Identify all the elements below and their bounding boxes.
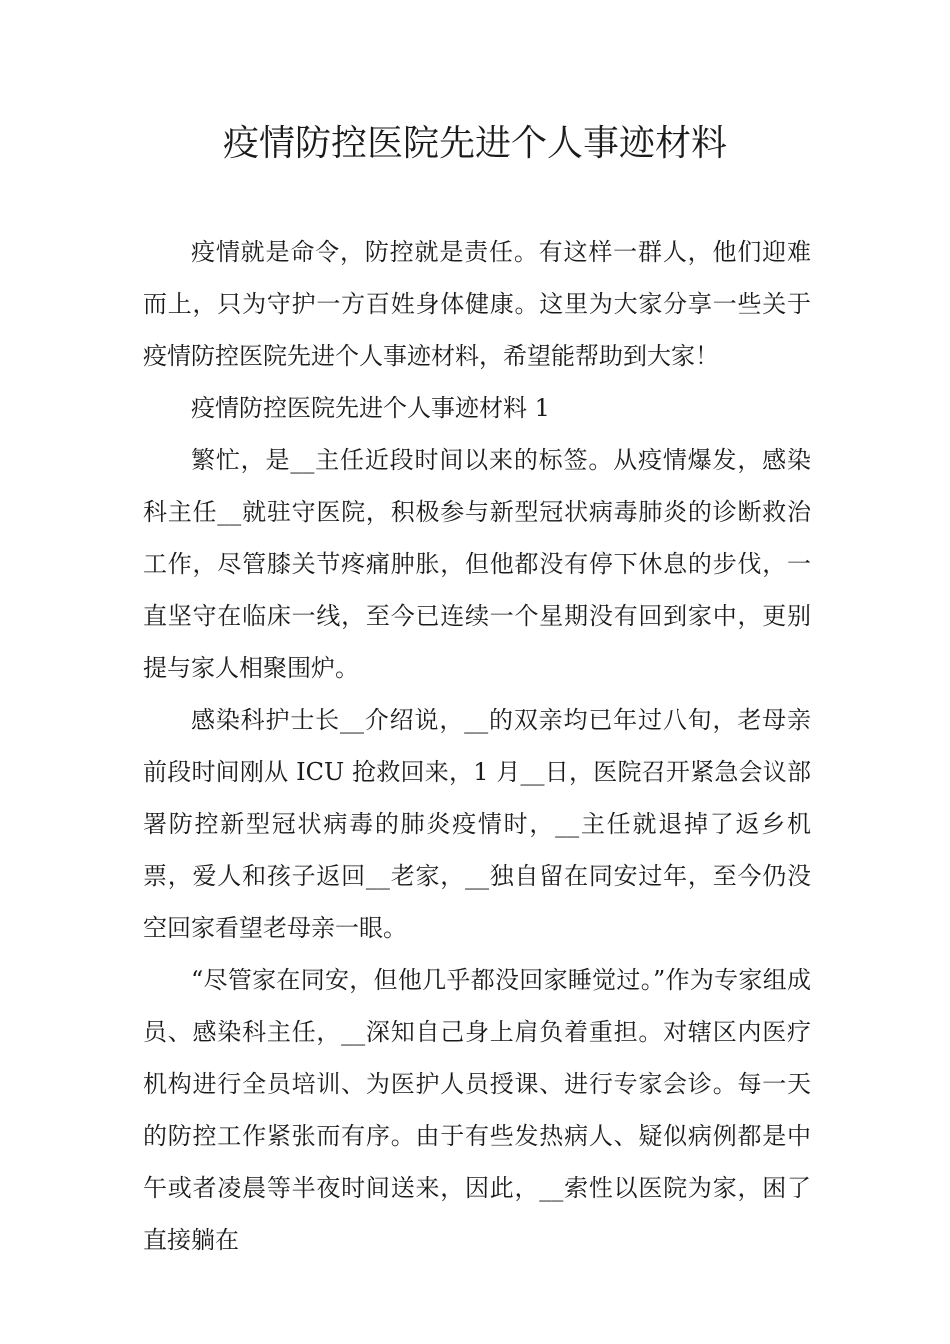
body-paragraph: “尽管家在同安，但他几乎都没回家睡觉过。”作为专家组成员、感染科主任，__深知自己身上肩负着重担。对辖区内医疗机构进行全员培训、为医护人员授课、进行专家会诊。每一天的防控工作紧张而有序。由于有些发热病人、疑似病例都是中午或者凌晨等半夜时间送来，因此，__索性以医院为家，困了直接躺在 (143, 966, 811, 1254)
body-paragraph: 感染科护士长__介绍说，__的双亲均已年过八旬，老母亲前段时间刚从 ICU 抢救回来，1 月__日，医院召开紧急会议部署防控新型冠状病毒的肺炎疫情时，__主任就退掉了返乡机票，爱人和孩子返回__老家，__独自留在同安过年，至今仍没空回家看望老母亲一眼。 (143, 706, 811, 942)
intro-paragraph: 疫情就是命令，防控就是责任。有这样一群人，他们迎难而上，只为守护一方百姓身体健康。这里为大家分享一些关于疫情防控医院先进个人事迹材料，希望能帮助到大家！ (143, 238, 811, 370)
document-body (143, 226, 811, 1266)
body-paragraph: 繁忙，是__主任近段时间以来的标签。从疫情爆发，感染科主任__就驻守医院，积极参与新型冠状病毒肺炎的诊断救治工作，尽管膝关节疼痛肿胀，但他都没有停下休息的步伐，一直坚守在临床一线，至今已连续一个星期没有回到家中，更别提与家人相聚围炉。 (143, 446, 811, 682)
section-heading: 疫情防控医院先进个人事迹材料 1 (191, 394, 550, 422)
document-title: 疫情防控医院先进个人事迹材料 (222, 123, 727, 164)
